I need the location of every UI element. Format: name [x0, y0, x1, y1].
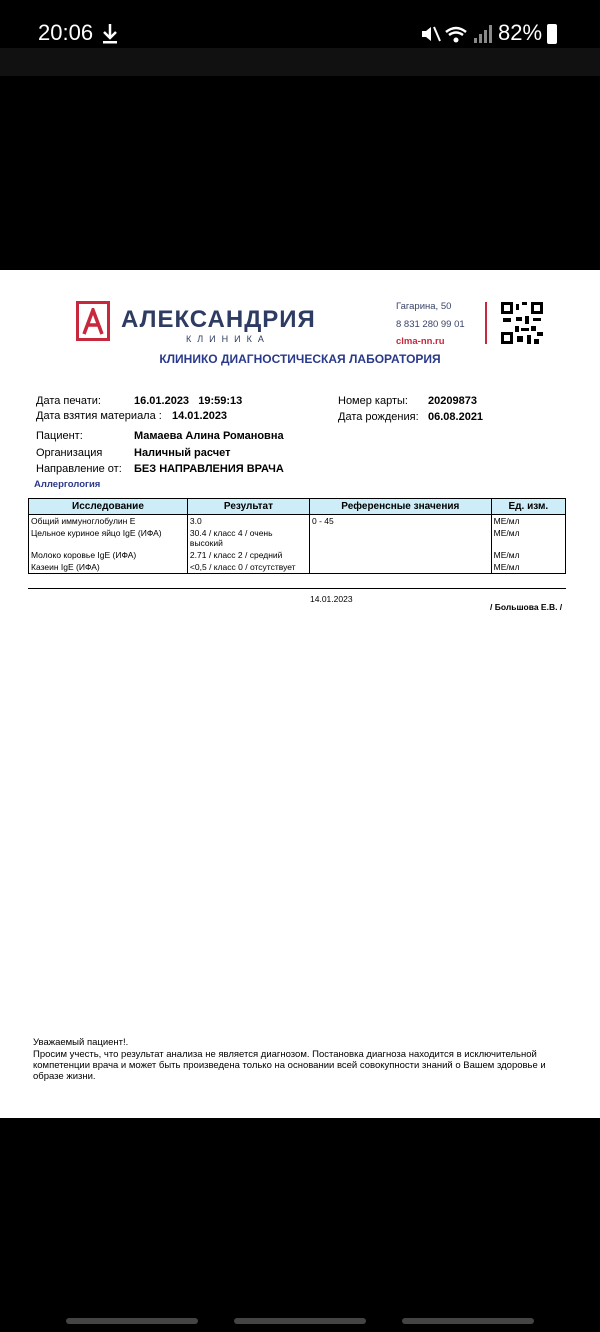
birth-label: Дата рождения: [338, 411, 419, 423]
referral-value: БЕЗ НАПРАВЛЕНИЯ ВРАЧА [134, 463, 284, 475]
download-icon [100, 22, 120, 46]
org-label: Организация [36, 447, 103, 459]
clinic-logo-icon [76, 301, 110, 341]
birth-value: 06.08.2021 [428, 411, 484, 423]
wifi-icon [446, 28, 466, 43]
table-cell: Общий иммуноглобулин Е [29, 515, 188, 528]
app-toolbar [0, 48, 600, 76]
column-header: Референсные значения [310, 499, 492, 515]
note-text: Просим учесть, что результат анализа не является диагнозом. Постановка диагноза находится в исключительной компетенции врача и может быть произведена только на основании всей совокупности знаний о Вашем здоровье и образе жизни. [33, 1049, 546, 1082]
table-cell: Казеин IgE (ИФА) [29, 561, 188, 574]
signal-icon [474, 25, 492, 43]
table-header-row [29, 499, 566, 515]
nav-recent-pill[interactable] [402, 1318, 534, 1324]
document-page [0, 270, 600, 1118]
navigation-bar [0, 1300, 600, 1332]
table-cell: МЕ/мл [491, 515, 565, 528]
column-header: Результат [187, 499, 309, 515]
table-row [29, 515, 566, 528]
table-cell: <0,5 / класс 0 / отсутствует [187, 561, 309, 574]
column-header: Исследование [29, 499, 188, 515]
clinic-site: clma-nn.ru [396, 336, 445, 347]
table-cell: МЕ/мл [491, 549, 565, 561]
mute-icon [422, 27, 440, 41]
table-cell [310, 561, 492, 574]
table-cell [310, 549, 492, 561]
table-cell: МЕ/мл [491, 527, 565, 549]
status-icons [420, 22, 492, 46]
qr-code-icon [501, 302, 543, 344]
table-cell [310, 527, 492, 549]
clinic-phone: 8 831 280 99 01 [396, 319, 465, 330]
signature-line [452, 588, 558, 590]
card-value: 20209873 [428, 395, 477, 407]
header-divider [485, 302, 487, 344]
table-cell: 3.0 [187, 515, 309, 528]
referral-label: Направление от: [36, 463, 122, 475]
column-header: Ед. изм. [491, 499, 565, 515]
table-cell: 2.71 / класс 2 / средний [187, 549, 309, 561]
table-cell: Молоко коровье IgE (ИФА) [29, 549, 188, 561]
table-cell: Цельное куриное яйцо IgE (ИФА) [29, 527, 188, 549]
sample-date-label: Дата взятия материала : [36, 410, 162, 422]
battery-icon [547, 24, 557, 44]
table-cell: 0 - 45 [310, 515, 492, 528]
table-row [29, 561, 566, 574]
table-row [29, 527, 566, 549]
nav-back-pill[interactable] [66, 1318, 198, 1324]
table-cell: 30.4 / класс 4 / очень высокий [187, 527, 309, 549]
battery-percent: 82% [498, 20, 543, 45]
clinic-address: Гагарина, 50 [396, 301, 452, 312]
patient-value: Мамаева Алина Романовна [134, 430, 284, 442]
table-cell: МЕ/мл [491, 561, 565, 574]
nav-home-pill[interactable] [234, 1318, 366, 1324]
section-title: Аллергология [34, 479, 101, 490]
brand-name: АЛЕКСАНДРИЯ [121, 306, 316, 333]
table-row [29, 549, 566, 561]
org-value: Наличный расчет [134, 447, 231, 459]
brand-subtitle: КЛИНИКА [186, 334, 270, 344]
print-date-value: 16.01.2023 19:59:13 [134, 395, 243, 407]
footer-date: 14.01.2023 [310, 594, 353, 604]
card-label: Номер карты: [338, 395, 408, 407]
signer-name: / Большова Е.В. / [490, 602, 563, 612]
status-time: 20:06 [38, 20, 94, 45]
print-date-label: Дата печати: [36, 395, 101, 407]
note-title: Уважаемый пациент!. [33, 1037, 129, 1048]
patient-label: Пациент: [36, 430, 83, 442]
sample-date-value: 14.01.2023 [172, 410, 228, 422]
results-table [28, 498, 566, 574]
lab-title: КЛИНИКО ДИАГНОСТИЧЕСКАЯ ЛАБОРАТОРИЯ [159, 352, 441, 366]
